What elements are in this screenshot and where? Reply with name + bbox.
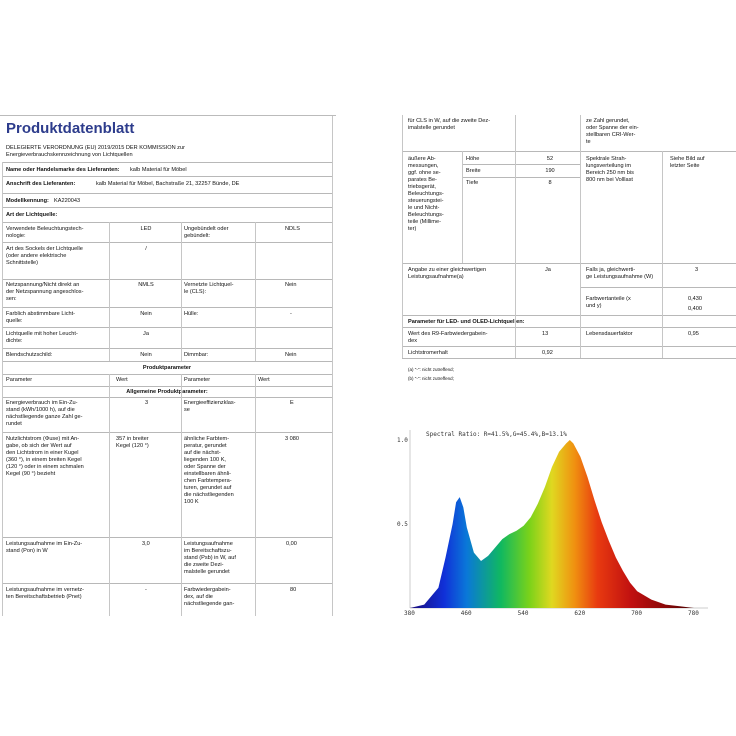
trademark-value: kalb Material für Möbel	[130, 167, 187, 173]
spectrum-area	[410, 440, 694, 608]
energy-consumption-label-4: rundet	[6, 421, 22, 427]
row-focus-label: Ungebündelt oder	[184, 226, 229, 232]
row-socket-label: Art des Sockels der Lichtquelle	[6, 246, 83, 252]
efficiency-class-value: E	[290, 400, 294, 406]
dimensions-label-3: ggf. ohne se-	[408, 170, 441, 176]
cri-label: Farbwiedergabein-	[184, 587, 231, 593]
on-mode-power-label: Leistungsaufnahme im Ein-Zu-	[6, 541, 83, 547]
col-header-param: Parameter	[6, 377, 33, 383]
chromaticity-x-value: 0,430	[688, 296, 702, 302]
equivalent-power-watt-value: 3	[695, 267, 699, 273]
networked-standby-label: Leistungsaufnahme im vernetz-	[6, 587, 85, 593]
row-tunable-label: Farblich abstimmbare Licht-	[6, 311, 76, 317]
equivalent-power-value: Ja	[545, 267, 551, 273]
row-envelope-value: -	[290, 311, 292, 317]
spectral-distribution-chart	[396, 408, 724, 628]
depth-value: 8	[548, 180, 552, 186]
cct-label-2: peratur, gerundet	[184, 443, 227, 449]
spectral-value: Siehe Bild auf	[670, 156, 705, 162]
dimensions-label-5: triebsgerät,	[408, 184, 436, 190]
networked-standby-value: -	[145, 587, 147, 593]
lumen-maintenance-label: Lichtstromerhalt	[408, 350, 448, 356]
chromaticity-label: Farbwertanteile (x	[586, 296, 631, 302]
general-params-heading: Allgemeine Produktparameter:	[126, 389, 208, 395]
cls-power-label-2: imalstelle gerundet	[408, 125, 455, 131]
dimensions-label-8: le und Nicht-	[408, 205, 440, 211]
cct-label-8: turen, gerundet auf	[184, 485, 232, 491]
left-datasheet-page	[0, 115, 336, 616]
cls-power-label: für CLS in W, auf die zweite Dez-	[408, 118, 491, 124]
row-envelope-label: Hülle:	[184, 311, 199, 317]
datasheet-title: Produktdatenblatt	[6, 120, 135, 137]
equivalent-power-watt-label-2: ge Leistungsaufnahme (W)	[586, 274, 654, 280]
row-glare-value: Nein	[140, 352, 152, 358]
luminous-flux-label-3: den Lichtstrom in einer Kugel	[6, 450, 79, 456]
x-tick-label-0: 380	[404, 610, 415, 617]
equivalent-power-label-2: Leistungsaufnahme(a)	[408, 274, 464, 280]
y-tick-label-0: 1.0	[397, 437, 408, 444]
standby-power-label-5: malstelle gerundet	[184, 569, 230, 575]
dimensions-label-9: Beleuchtungs-	[408, 212, 444, 218]
standby-power-label: Leistungsaufnahme	[184, 541, 233, 547]
row-mains-label-3: sen:	[6, 296, 17, 302]
row-socket-label-3: Schnittstelle)	[6, 260, 39, 266]
x-tick-label-3: 620	[574, 610, 586, 617]
on-mode-power-value: 3,0	[142, 541, 150, 547]
row-tech-label: Verwendete Beleuchtungstech-	[6, 226, 84, 232]
cri-cont-label-2: oder Spanne der ein-	[586, 125, 639, 131]
row-tech-label-2: nologie:	[6, 233, 26, 239]
on-mode-power-label-2: stand (Pon) in W	[6, 548, 48, 554]
cct-label-6: einstellbaren ähnli-	[184, 471, 231, 477]
r9-value: 13	[542, 331, 549, 337]
row-dimmable-value: Nein	[285, 352, 297, 358]
spectral-label-4: 800 nm bei Volllast	[586, 177, 633, 183]
row-mains-label: Netzspannung/Nicht direkt an	[6, 282, 80, 288]
r9-label: Wert des R9-Farbwiedergabein-	[408, 331, 488, 337]
cct-label-4: liegenden 100 K,	[184, 457, 226, 463]
cri-cont-label: ze Zahl gerundet,	[586, 118, 630, 124]
row-luminance-label: Lichtquelle mit hoher Leucht-	[6, 331, 78, 337]
luminous-flux-value-2: Kegel (120 °)	[116, 443, 149, 449]
cct-label: ähnliche Farbtem-	[184, 436, 230, 442]
y-ticks	[397, 437, 408, 528]
energy-consumption-value: 3	[145, 400, 149, 406]
product-params-heading: Produktparameter	[142, 365, 192, 371]
survival-factor-label: Lebensdauerfaktor	[586, 331, 633, 337]
efficiency-class-label: Energieeffizienzklas-	[184, 400, 236, 406]
dimensions-label-7: steuerungstei-	[408, 198, 444, 204]
row-mains-value: NMLS	[138, 282, 154, 288]
col-header-value: Wert	[116, 377, 128, 383]
row-mains-label-2: der Netzspannung angeschlos-	[6, 289, 84, 295]
chromaticity-label-2: und y)	[586, 303, 602, 309]
cct-label-3: auf die nächst-	[184, 450, 221, 456]
standby-power-label-2: im Bereitschaftszu-	[184, 548, 232, 554]
luminous-flux-label-2: gabe, ob sich der Wert auf	[6, 443, 72, 449]
row-cls-value: Nein	[285, 282, 297, 288]
cri-label-2: dex, auf die	[184, 594, 213, 600]
cct-label-9: die nächstliegenden	[184, 492, 234, 498]
light-source-type-heading: Art der Lichtquelle:	[6, 212, 58, 218]
r9-label-2: dex	[408, 338, 418, 344]
row-glare-label: Blendschutzschild:	[6, 352, 53, 358]
standby-power-label-3: stand (Psb) in W, auf	[184, 555, 236, 561]
cri-value: 80	[290, 587, 297, 593]
spectral-value-2: letzter Seite	[670, 163, 700, 169]
efficiency-class-label-2: se	[184, 407, 190, 413]
luminous-flux-label: Nutzlichtstrom (Φuse) mit An-	[6, 436, 80, 442]
row-focus-label-2: gebündelt:	[184, 233, 211, 239]
x-tick-label-1: 460	[460, 610, 472, 617]
luminous-flux-value: 357 in breiter	[116, 436, 149, 442]
energy-consumption-label-2: stand (kWh/1000 h), auf die	[6, 407, 75, 413]
survival-factor-value: 0,95	[688, 331, 699, 337]
spectral-label-2: lungsverteilung im	[586, 163, 632, 169]
depth-label: Tiefe	[466, 180, 479, 186]
lumen-maintenance-value: 0,92	[542, 350, 553, 356]
row-luminance-value: Ja	[143, 331, 149, 337]
dimensions-label-11: ter)	[408, 226, 417, 232]
spectral-label-3: Bereich 250 nm bis	[586, 170, 634, 176]
row-cls-label: Vernetzte Lichtquel-	[184, 282, 234, 288]
regulation-line-2: Energieverbrauchskennzeichnung von Lichtquellen	[6, 152, 133, 158]
y-tick-label-1: 0.5	[397, 521, 408, 528]
width-label: Breite	[466, 168, 481, 174]
cri-cont-label-3: stellbaren CRI-Wer-	[586, 132, 636, 138]
col-header-value-2: Wert	[258, 377, 270, 383]
address-label: Anschrift des Lieferanten:	[6, 181, 76, 187]
height-value: 52	[546, 156, 554, 162]
model-label: Modellkennung:	[6, 198, 49, 204]
dimensions-label-6: Beleuchtungs-	[408, 191, 444, 197]
x-ticks	[404, 610, 699, 617]
cri-cont-label-4: te	[586, 139, 591, 145]
cct-label-7: chen Farbtempera-	[184, 478, 232, 484]
col-header-param-2: Parameter	[184, 377, 211, 383]
energy-consumption-label-3: nächstliegende ganze Zahl ge-	[6, 414, 83, 420]
cct-label-10: 100 K	[184, 499, 199, 505]
row-socket-value: /	[145, 246, 147, 252]
footnote-a: (a) "-": nicht zutreffend;	[408, 367, 454, 372]
standby-power-value: 0,00	[286, 541, 297, 547]
row-luminance-label-2: dichte:	[6, 338, 23, 344]
dimensions-label: äußere Ab-	[408, 156, 436, 162]
model-value: KA220043	[54, 198, 81, 204]
x-tick-label-4: 700	[631, 610, 643, 617]
x-tick-label-2: 540	[517, 610, 529, 617]
row-dimmable-label: Dimmbar:	[184, 352, 209, 358]
width-value: 190	[545, 168, 555, 174]
networked-standby-label-2: ten Bereitschaftsbetrieb (Pnet)	[6, 594, 82, 600]
energy-consumption-label: Energieverbrauch im Ein-Zu-	[6, 400, 78, 406]
luminous-flux-label-5: (120 °) oder in einem schmalen	[6, 464, 84, 470]
equivalent-power-label: Angabe zu einer gleichwertigen	[408, 267, 487, 273]
regulation-line-1: DELEGIERTE VERORDNUNG (EU) 2019/2015 DER KOMMISSION zur	[6, 145, 185, 151]
dimensions-label-10: teile (Millime-	[408, 219, 441, 225]
row-tech-value: LED	[140, 226, 152, 232]
standby-power-label-4: die zweite Dezi-	[184, 562, 224, 568]
row-tunable-value: Nein	[140, 311, 152, 317]
height-label: Höhe	[466, 156, 480, 162]
led-params-heading: Parameter für LED- und OLED-Lichtquellen:	[408, 319, 525, 325]
spectral-label: Spektrale Strah-	[586, 156, 627, 162]
row-focus-value: NDLS	[285, 226, 300, 232]
cct-value: 3 080	[285, 436, 299, 442]
luminous-flux-label-6: Kegel (90 °) bezieht	[6, 471, 56, 477]
equivalent-power-watt-label: Falls ja, gleichwerti-	[586, 267, 636, 273]
row-tunable-label-2: quelle:	[6, 318, 23, 324]
footnote-b: (b) "-": nicht zutreffend;	[408, 376, 454, 381]
row-socket-label-2: (oder andere elektrische	[6, 253, 67, 259]
cct-label-5: oder Spanne der	[184, 464, 226, 470]
row-cls-label-2: le (CLS):	[184, 289, 207, 295]
right-datasheet-page	[370, 115, 736, 405]
luminous-flux-label-4: (360 °), in einem breiten Kegel	[6, 457, 82, 463]
dimensions-label-4: parates Be-	[408, 177, 437, 183]
x-tick-label-5: 780	[688, 610, 699, 617]
trademark-label: Name oder Handelsmarke des Lieferanten:	[6, 167, 120, 173]
cri-label-3: nächstliegende gan-	[184, 601, 235, 607]
chart-title: Spectral Ratio: R=41.5%,G=45.4%,B=13.1%	[426, 431, 567, 438]
dimensions-label-2: messungen,	[408, 163, 439, 169]
chromaticity-y-value: 0,400	[688, 306, 702, 312]
address-value: kalb Material für Möbel, Bachstraße 21, 32257 Bünde, DE	[96, 181, 240, 187]
